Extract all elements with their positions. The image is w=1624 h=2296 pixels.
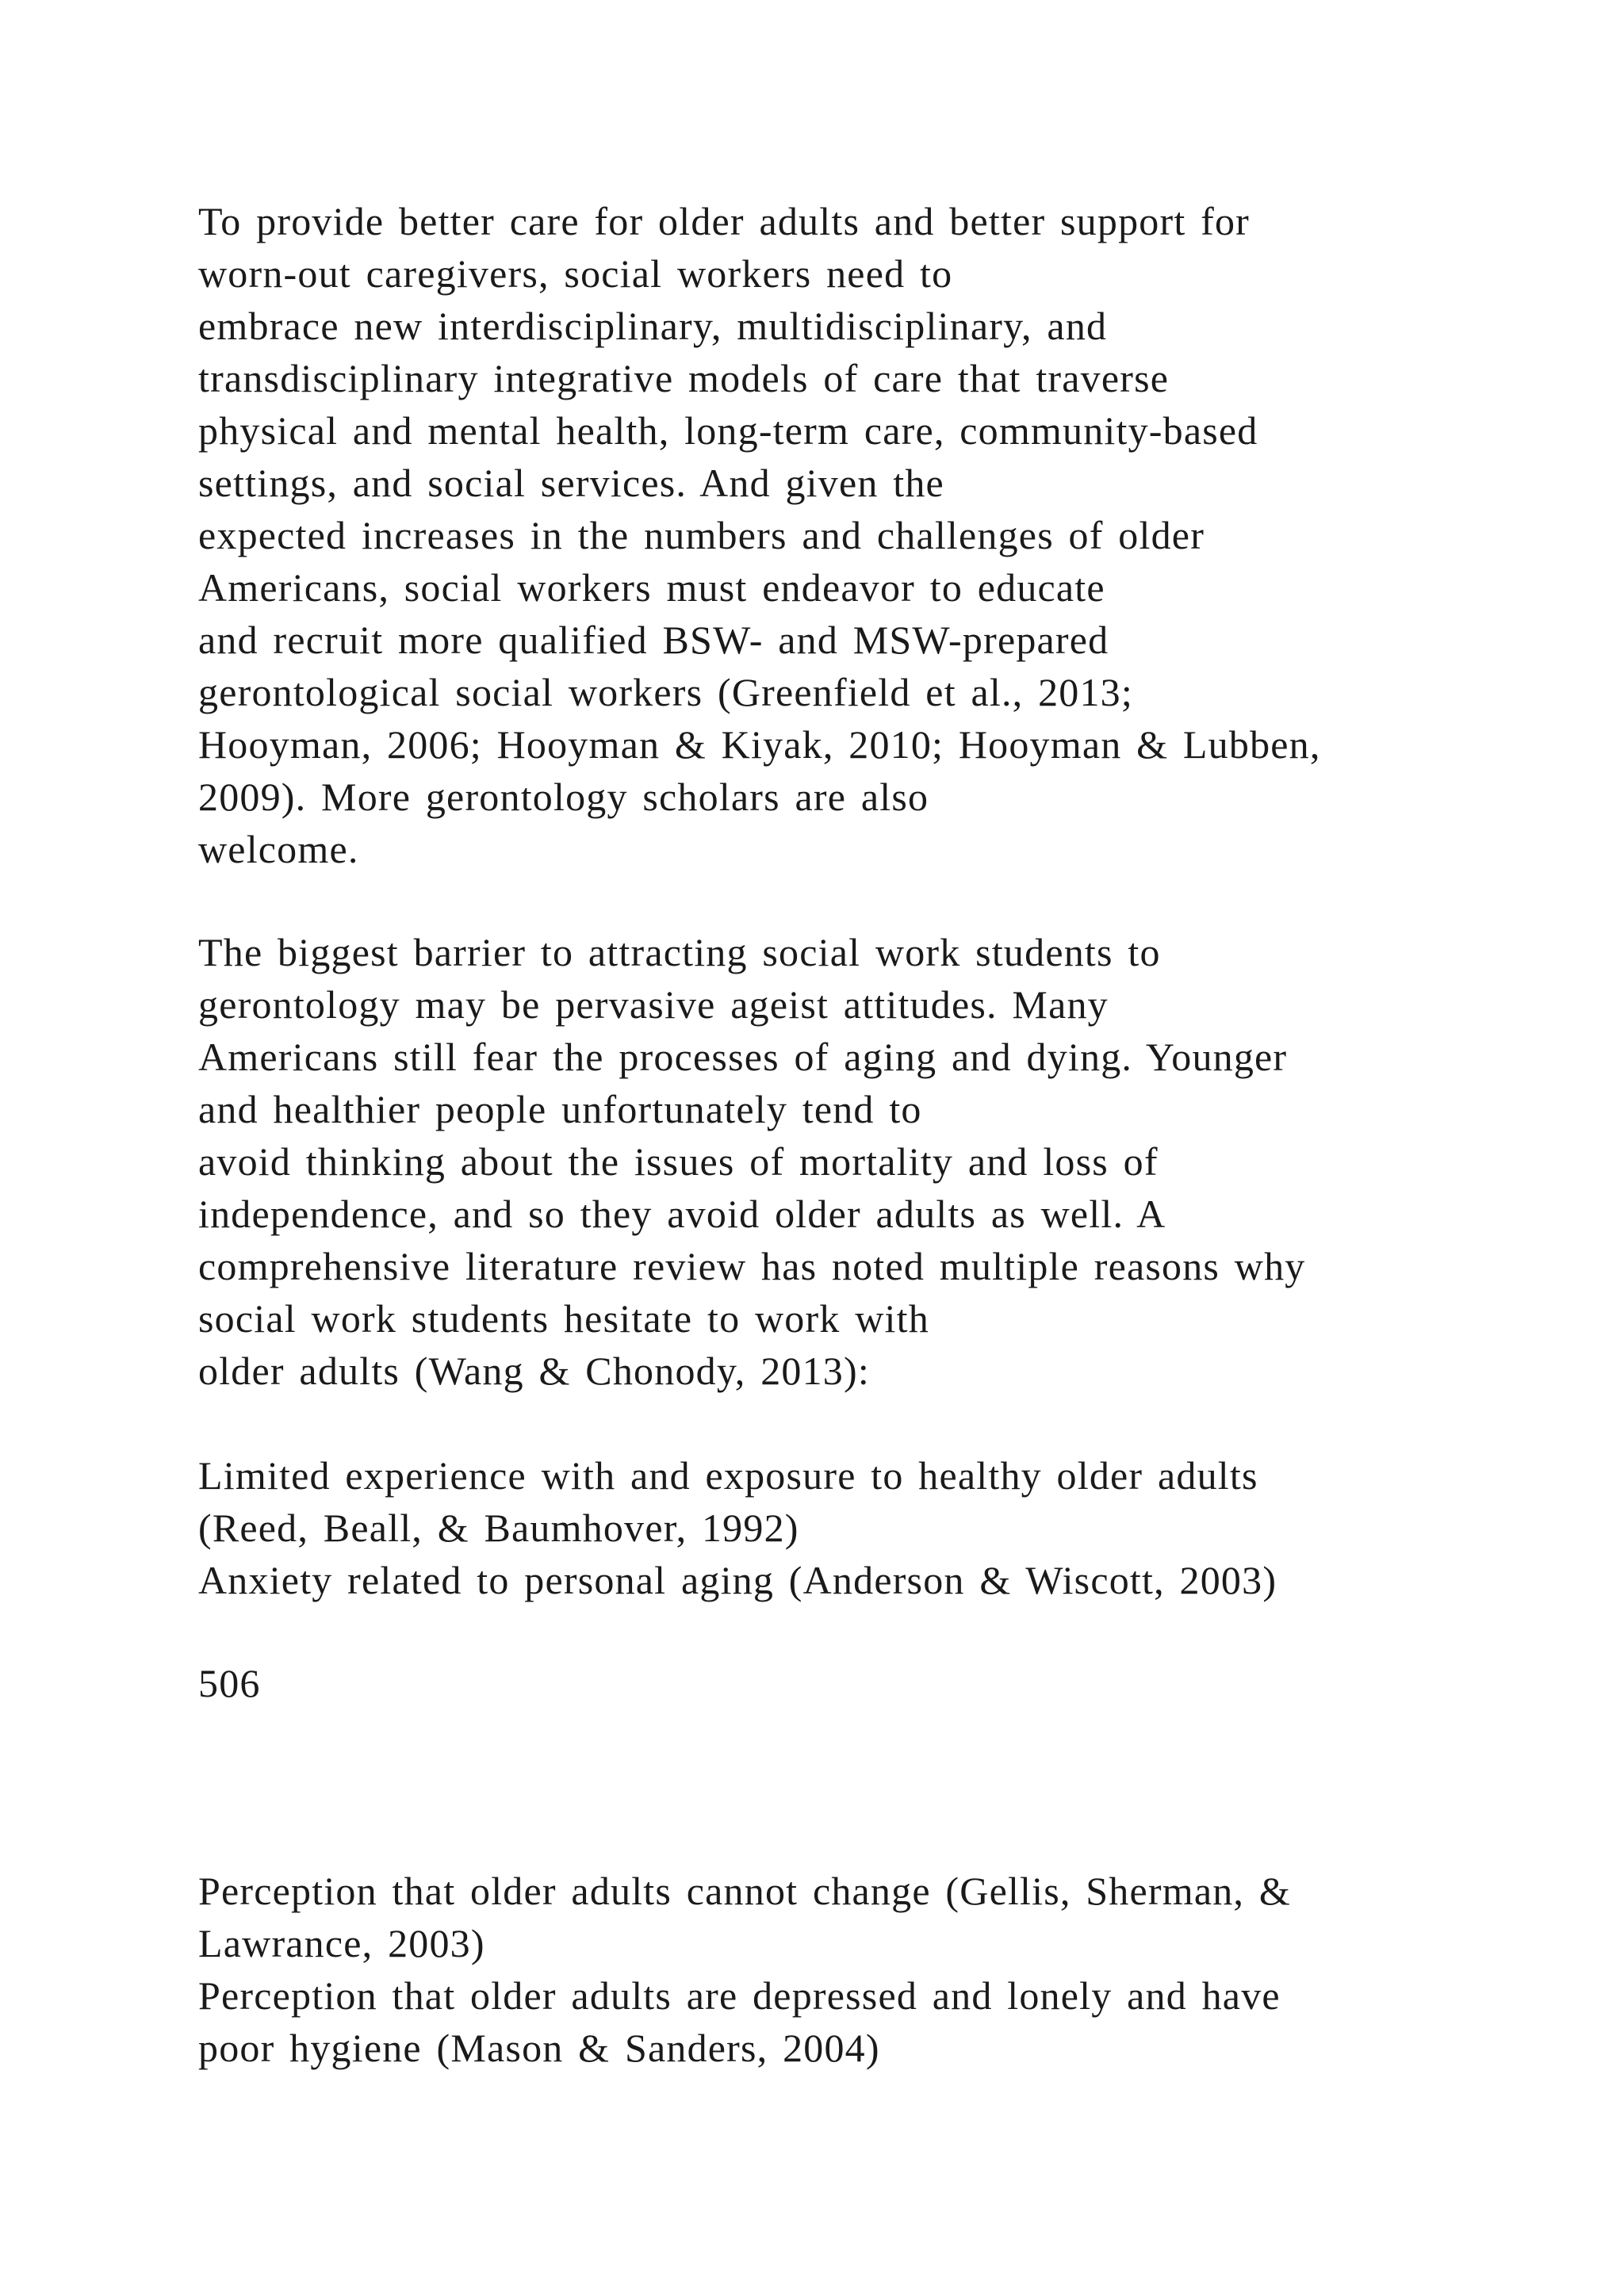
- text-line: Americans, social workers must endeavor to educate: [198, 565, 1105, 610]
- list-item: Lawrance, 2003): [198, 1921, 485, 1965]
- list-item: Anxiety related to personal aging (Anderson & Wiscott, 2003): [198, 1558, 1277, 1602]
- list-item: Perception that older adults are depressed and lonely and have: [198, 1973, 1281, 2018]
- text-line: The biggest barrier to attracting social work students to: [198, 930, 1161, 974]
- list-item: Limited experience with and exposure to healthy older adults: [198, 1453, 1258, 1498]
- text-line: expected increases in the numbers and challenges of older: [198, 513, 1205, 557]
- text-line: gerontology may be pervasive ageist attitudes. Many: [198, 982, 1109, 1027]
- reasons-list-part-2: [198, 1865, 1610, 2074]
- text-line: older adults (Wang & Chonody, 2013):: [198, 1349, 870, 1393]
- page-number: 506: [198, 1661, 261, 1705]
- list-item: (Reed, Beall, & Baumhover, 1992): [198, 1506, 799, 1550]
- text-line: and healthier people unfortunately tend to: [198, 1087, 922, 1131]
- text-line: comprehensive literature review has noted multiple reasons why: [198, 1244, 1306, 1288]
- page-number-block: [198, 1657, 1610, 1709]
- paragraph-ageist-barriers: [198, 926, 1610, 1397]
- text-line: social work students hesitate to work with: [198, 1296, 929, 1341]
- text-line: avoid thinking about the issues of mortality and loss of: [198, 1139, 1159, 1184]
- text-line: gerontological social workers (Greenfield et al., 2013;: [198, 670, 1133, 714]
- text-line: Hooyman, 2006; Hooyman & Kiyak, 2010; Hooyman & Lubben,: [198, 722, 1321, 767]
- list-item: poor hygiene (Mason & Sanders, 2004): [198, 2026, 880, 2070]
- text-line: worn-out caregivers, social workers need to: [198, 251, 953, 296]
- text-line: and recruit more qualified BSW- and MSW-prepared: [198, 618, 1109, 662]
- text-line: embrace new interdisciplinary, multidisciplinary, and: [198, 304, 1108, 348]
- text-line: welcome.: [198, 827, 359, 871]
- text-line: 2009). More gerontology scholars are also: [198, 775, 929, 819]
- text-line: physical and mental health, long-term care, community-based: [198, 408, 1258, 453]
- text-line: Americans still fear the processes of aging and dying. Younger: [198, 1035, 1288, 1079]
- text-line: To provide better care for older adults and better support for: [198, 199, 1251, 243]
- reasons-list-part-1: [198, 1449, 1610, 1606]
- list-item: Perception that older adults cannot change (Gellis, Sherman, &: [198, 1869, 1291, 1913]
- text-line: settings, and social services. And given the: [198, 461, 944, 505]
- paragraph-caregiver-models: [198, 195, 1610, 875]
- text-line: transdisciplinary integrative models of care that traverse: [198, 356, 1170, 400]
- text-line: independence, and so they avoid older adults as well. A: [198, 1192, 1166, 1236]
